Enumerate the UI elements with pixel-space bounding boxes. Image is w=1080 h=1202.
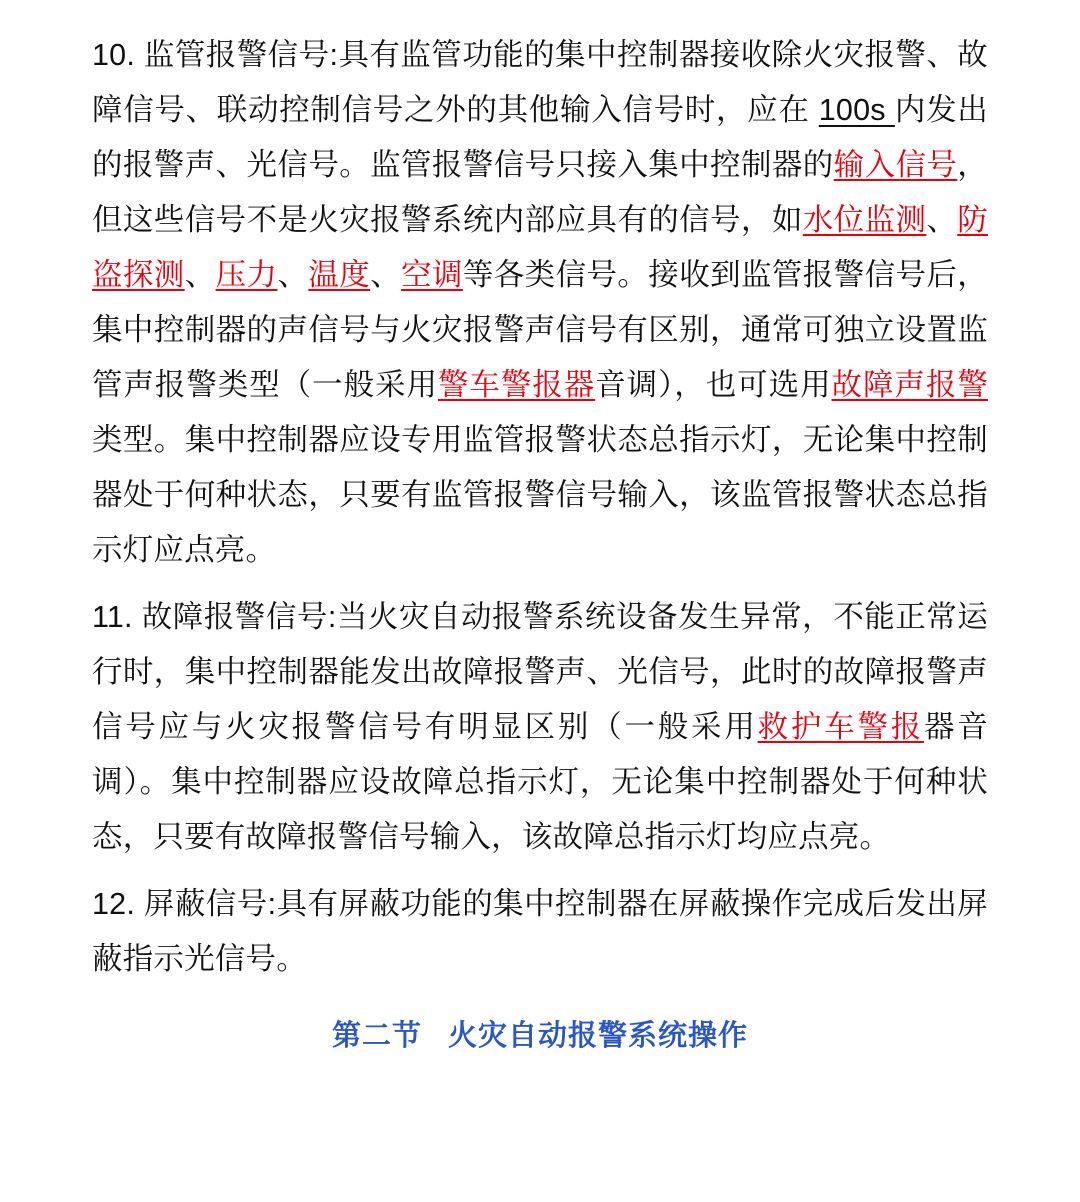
paragraph-item-12 — [92, 877, 988, 987]
text-run: 、 — [926, 203, 958, 237]
text-run: 器音调）。集中控制器应设故障总指示灯，无论集中控制器处于何种状态，只要有故障报警信号输入，该故障总指示灯均应点亮。 — [92, 710, 988, 854]
paragraph-item-10 — [92, 28, 988, 578]
text-run: 、 — [370, 258, 402, 292]
highlight-input-signal: 输入信号 — [833, 148, 958, 182]
text-run: 、 — [184, 258, 216, 292]
text-run: 等各类信号。接收到监管报警信号后，集中控制器的声信号与火灾报警声信号有区别，通常可独立设置监管声报警类型（一般采用 — [92, 258, 989, 402]
text-run: 、 — [277, 258, 309, 292]
highlight-police-siren: 警车警报器 — [437, 368, 596, 402]
section-heading-title: 火灾自动报警系统操作 — [448, 1020, 749, 1052]
text-run: 12. 屏蔽信号:具有屏蔽功能的集中控制器在屏蔽操作完成后发出屏蔽指示光信号。 — [92, 887, 988, 976]
text-run: ，但这些信号不是火灾报警系统内部应具有的信号，如 — [92, 148, 988, 237]
highlight-fault-sound-alarm: 故障声报警 — [831, 368, 989, 402]
text-run: 10. 监管报警信号:具有监管功能的集中控制器接收除火灾报警、故障信号、联动控制信号之外的其他输入信号时，应在 — [92, 38, 988, 127]
highlight-water-level: 水位监测 — [802, 203, 927, 237]
section-heading-label: 第二节 — [331, 1020, 422, 1052]
value-underlined-100s: 100s — [818, 93, 895, 127]
highlight-temperature: 温度 — [308, 258, 371, 292]
text-run: 11. 故障报警信号:当火灾自动报警系统设备发生异常，不能正常运行时，集中控制器能发出故障报警声、光信号，此时的故障报警声信号应与火灾报警信号有明显区别（一般采用 — [92, 600, 988, 744]
text-run: 内发出的报警声、光信号。监管报警信号只接入集中控制器的 — [92, 93, 988, 182]
highlight-air-conditioning: 空调 — [401, 258, 463, 292]
highlight-burglar-detection: 防盗探测 — [92, 203, 988, 292]
highlight-ambulance-siren: 救护车警报 — [757, 710, 925, 744]
highlight-pressure: 压力 — [215, 258, 278, 292]
text-run: 类型。集中控制器应设专用监管报警状态总指示灯，无论集中控制器处于何种状态，只要有监管报警信号输入，该监管报警状态总指示灯应点亮。 — [92, 423, 988, 567]
paragraph-item-11 — [92, 590, 988, 865]
section-heading — [92, 1013, 988, 1054]
text-run: 音调），也可选用 — [595, 368, 832, 402]
